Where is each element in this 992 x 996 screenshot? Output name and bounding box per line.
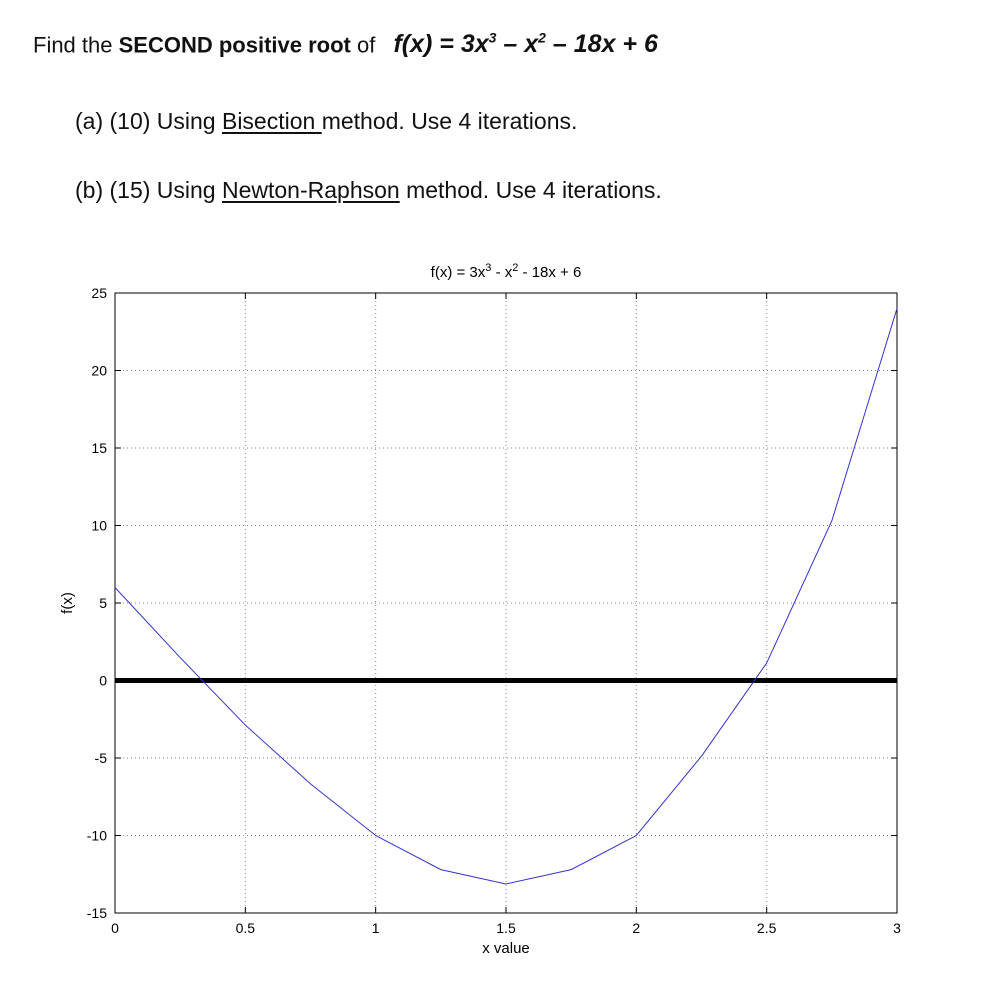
question-emphasis: SECOND positive root <box>118 32 351 58</box>
function-plot <box>0 240 992 980</box>
x-tick-label: 1.5 <box>496 920 516 936</box>
x-tick-label: 3 <box>893 920 901 936</box>
part-b-suffix: method. Use 4 iterations. <box>399 177 662 203</box>
part-a <box>75 108 577 135</box>
y-tick-label: 25 <box>91 285 107 301</box>
question-of: of <box>357 32 376 58</box>
question-line <box>33 30 658 59</box>
y-tick-label: -15 <box>86 905 107 921</box>
y-tick-label: 10 <box>91 517 107 534</box>
y-tick-label: 15 <box>91 440 107 456</box>
part-b-prefix: (b) (15) Using <box>75 177 222 203</box>
chart-title: $f(x) = 3x^3 - x^2 - 18x + 6$ <box>430 262 582 281</box>
x-tick-label: 2.5 <box>756 920 777 936</box>
x-tick-label: 0.5 <box>235 920 256 936</box>
y-tick-label: 5 <box>99 595 107 611</box>
x-axis-label: x value <box>482 940 530 957</box>
x-tick-label: 0 <box>111 920 119 936</box>
part-a-suffix: method. Use 4 iterations. <box>321 108 578 134</box>
part-a-prefix: (a) (10) Using <box>75 108 222 134</box>
grid <box>115 293 897 913</box>
x-tick-label: 1 <box>371 920 380 936</box>
part-b <box>75 177 662 204</box>
x-tick-label: 2 <box>632 920 641 936</box>
y-tick-label: -5 <box>94 750 107 766</box>
y-tick-label: 0 <box>99 672 107 689</box>
part-a-method: Bisection <box>221 108 322 134</box>
y-tick-label: 20 <box>91 362 107 379</box>
y-axis-label: f(x) <box>59 592 76 614</box>
y-tick-label: -10 <box>86 827 107 844</box>
question-lead: Find the <box>33 32 113 58</box>
question-function: $f(x) = 3x^3 - x^2 - 18x + 6$ <box>393 30 658 59</box>
part-b-method: Newton-Raphson <box>221 177 400 203</box>
ticks <box>87 285 901 936</box>
